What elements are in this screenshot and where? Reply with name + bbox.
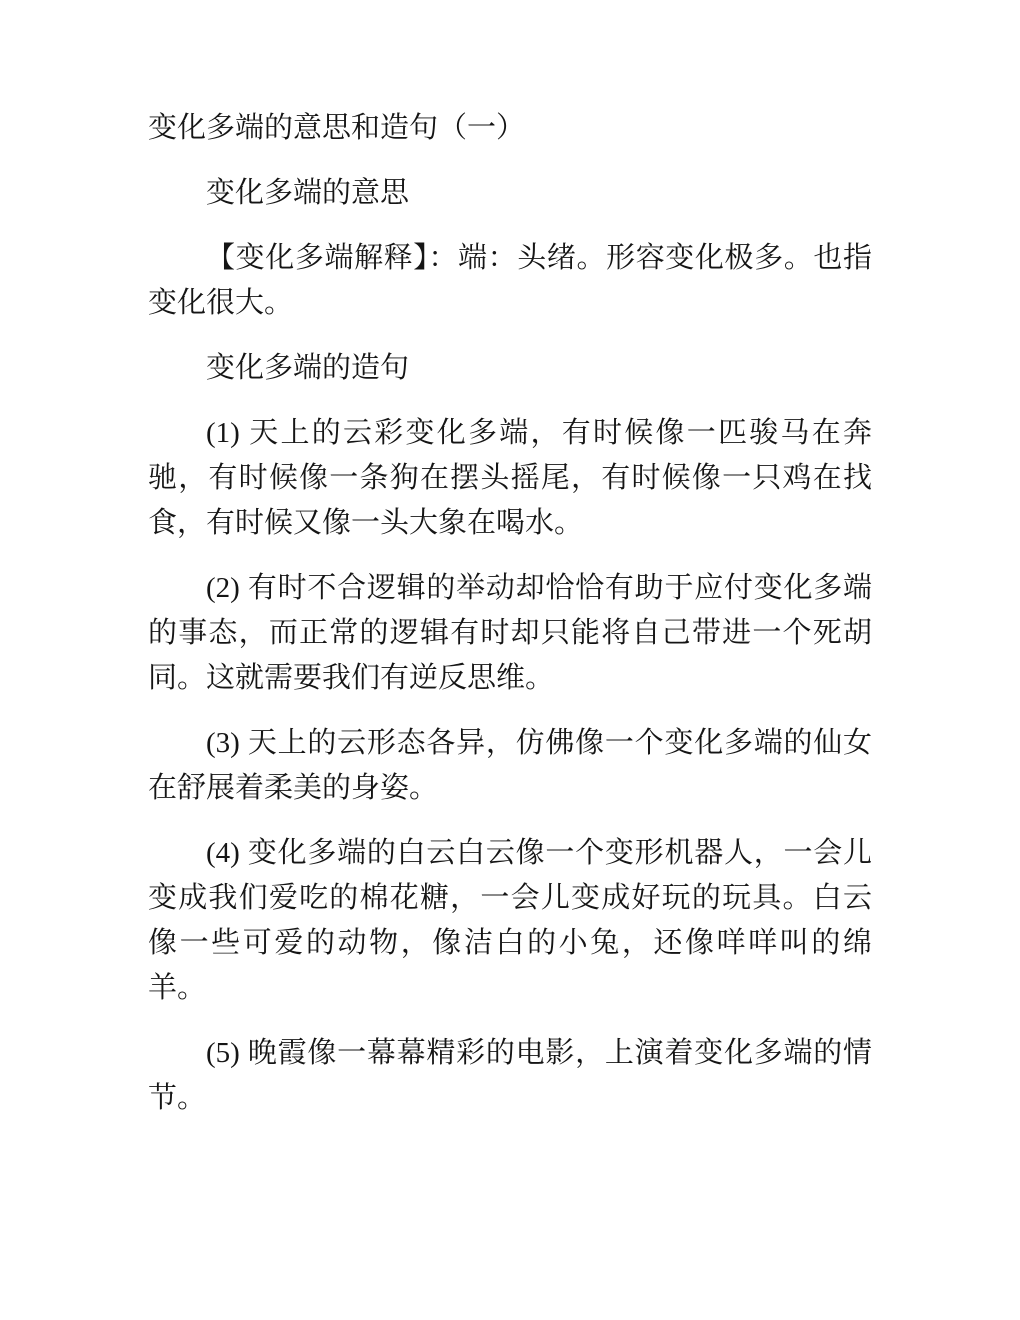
doc-title: 变化多端的意思和造句（一） <box>148 112 526 144</box>
example-sentence-2: (2) 有时不合逻辑的举动却恰恰有助于应付变化多端的事态，而正常的逻辑有时却只能将自己带进一个死胡同。这就需要我们有逆反思维。 <box>148 572 872 694</box>
section-heading-meaning: 变化多端的意思 <box>206 177 410 209</box>
example-sentence-4: (4) 变化多端的白云白云像一个变形机器人，一会儿变成我们爱吃的棉花糖，一会儿变成好玩的玩具。白云像一些可爱的动物，像洁白的小兔，还像咩咩叫的绵羊。 <box>148 837 872 1004</box>
definition-paragraph: 【变化多端解释】：端：头绪。形容变化极多。也指变化很大。 <box>148 242 872 319</box>
section-heading-sentences: 变化多端的造句 <box>206 352 410 384</box>
example-sentence-5: (5) 晚霞像一幕幕精彩的电影，上演着变化多端的情节。 <box>148 1037 872 1114</box>
example-sentence-3: (3) 天上的云形态各异，仿佛像一个变化多端的仙女在舒展着柔美的身姿。 <box>148 727 872 804</box>
example-sentence-1: (1) 天上的云彩变化多端，有时候像一匹骏马在奔驰，有时候像一条狗在摆头摇尾，有时候像一只鸡在找食，有时候又像一头大象在喝水。 <box>148 417 872 539</box>
